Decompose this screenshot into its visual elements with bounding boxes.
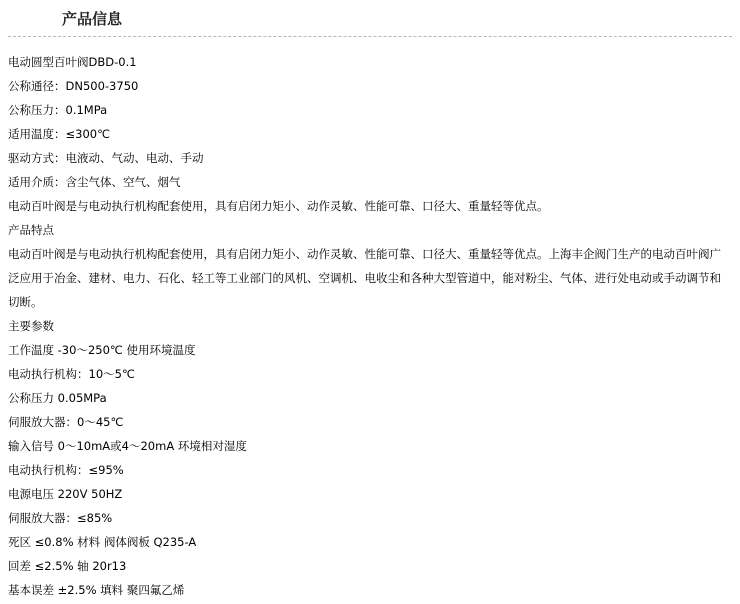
param-line: 公称压力 0.05MPa xyxy=(8,391,107,405)
param-line: 回差 ≤2.5% 轴 20r13 xyxy=(8,559,127,573)
param-line: 输入信号 0～10mA或4～20mA 环境相对湿度 xyxy=(8,439,247,453)
features-heading: 产品特点 xyxy=(8,223,54,237)
product-summary: 电动百叶阀是与电动执行机构配套使用，具有启闭力矩小、动作灵敏、性能可靠、口径大、重量轻等优点。 xyxy=(8,199,549,213)
param-line: 工作温度 -30～250℃ 使用环境温度 xyxy=(8,343,196,357)
spec-nominal-diameter: 公称通径：DN500-3750 xyxy=(8,79,139,93)
section-header xyxy=(0,0,740,40)
spec-drive-mode: 驱动方式：电液动、气动、电动、手动 xyxy=(8,151,204,165)
product-info-content xyxy=(8,50,732,602)
features-paragraph: 电动百叶阀是与电动执行机构配套使用，具有启闭力矩小、动作灵敏、性能可靠、口径大、重量轻等优点。上海丰企阀门生产的电动百叶阀广泛应用于冶金、建材、电力、石化、轻工等工业部门的风机、空调机、电收尘和各种大型管道中，能对粉尘、气体、进行处电动或手动调节和切断。 xyxy=(8,247,721,309)
header-divider xyxy=(8,36,732,37)
param-line: 电动执行机构：10～5℃ xyxy=(8,367,135,381)
param-line: 伺服放大器：≤85% xyxy=(8,511,113,525)
product-name: 电动圆型百叶阀DBD-0.1 xyxy=(8,55,137,69)
param-line: 电源电压 220V 50HZ xyxy=(8,487,123,501)
param-line: 死区 ≤0.8% 材料 阀体阀板 Q235-A xyxy=(8,535,197,549)
param-line: 基本误差 ±2.5% 填料 聚四氟乙烯 xyxy=(8,583,185,597)
spec-nominal-pressure: 公称压力：0.1MPa xyxy=(8,103,108,117)
spec-medium: 适用介质：含尘气体、空气、烟气 xyxy=(8,175,181,189)
params-heading: 主要参数 xyxy=(8,319,54,333)
section-title: 产品信息 xyxy=(62,10,123,28)
param-line: 伺服放大器：0～45℃ xyxy=(8,415,124,429)
spec-temperature: 适用温度：≤300℃ xyxy=(8,127,111,141)
param-line: 电动执行机构：≤95% xyxy=(8,463,124,477)
